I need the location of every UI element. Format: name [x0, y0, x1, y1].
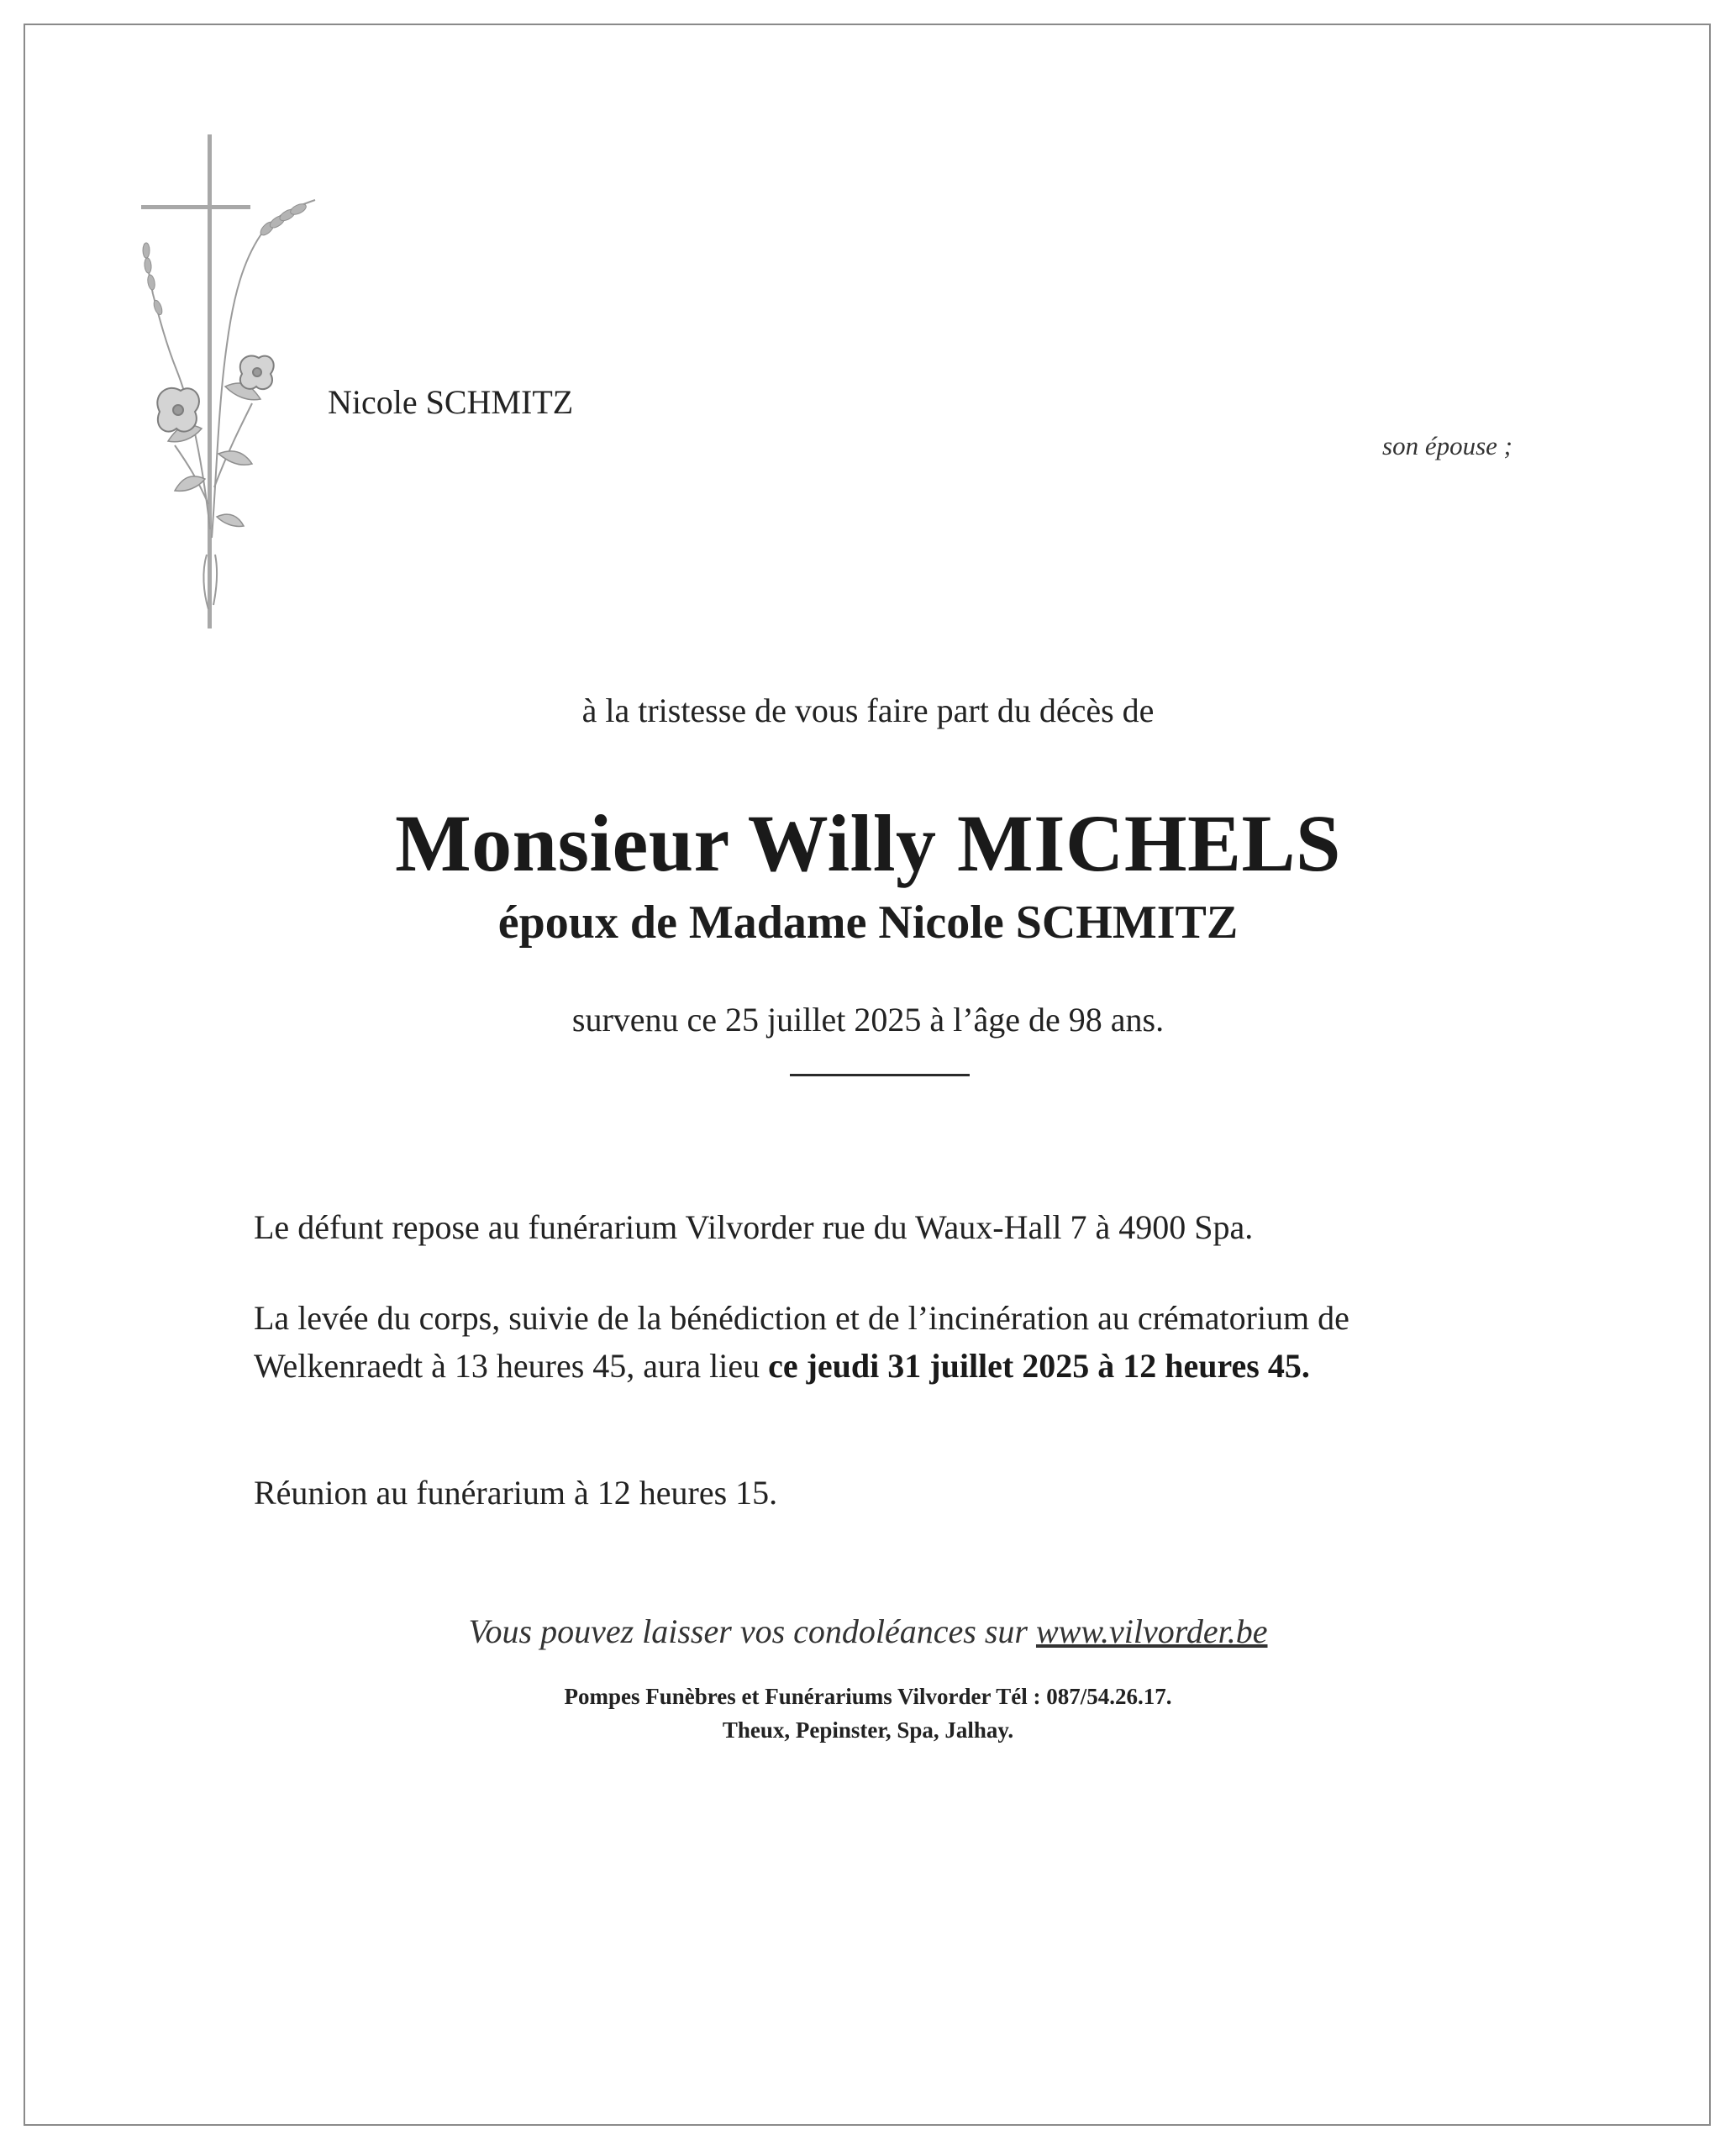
ceremony-datetime: ce jeudi 31 juillet 2025 à 12 heures 45. [768, 1347, 1310, 1385]
meeting-paragraph: Réunion au funérarium à 12 heures 15. [254, 1474, 778, 1512]
deceased-name: Monsieur Willy MICHELS [395, 798, 1341, 888]
family-member-name: Nicole SCHMITZ [328, 383, 574, 421]
divider-line [790, 1074, 970, 1076]
funeral-home-locations: Theux, Pepinster, Spa, Jalhay. [722, 1717, 1014, 1743]
condolences-text: Vous pouvez laisser vos condoléances sur [468, 1612, 1036, 1650]
announcement-intro: à la tristesse de vous faire part du décès de [581, 692, 1155, 729]
death-info: survenu ce 25 juillet 2025 à l’âge de 98 ans. [571, 1001, 1165, 1039]
cross-with-flowers-icon [134, 134, 328, 639]
condolences-line [0, 1612, 1736, 1651]
ceremony-text: La levée du corps, suivie de la bénédiction et de l’incinération au crématorium de Welkenraedt à 13 heures 45, aura lieu [254, 1299, 1349, 1385]
rest-place-paragraph: Le défunt repose au funérarium Vilvorder rue du Waux-Hall 7 à 4900 Spa. [254, 1208, 1254, 1246]
ceremony-paragraph [254, 1294, 1464, 1390]
funeral-home-contact: Pompes Funèbres et Funérariums Vilvorder Tél : 087/54.26.17. [564, 1684, 1172, 1709]
spouse-line: époux de Madame Nicole SCHMITZ [497, 897, 1239, 949]
website-link[interactable]: www.vilvorder.be [1035, 1612, 1268, 1650]
relation-label: son épouse ; [1382, 431, 1512, 460]
